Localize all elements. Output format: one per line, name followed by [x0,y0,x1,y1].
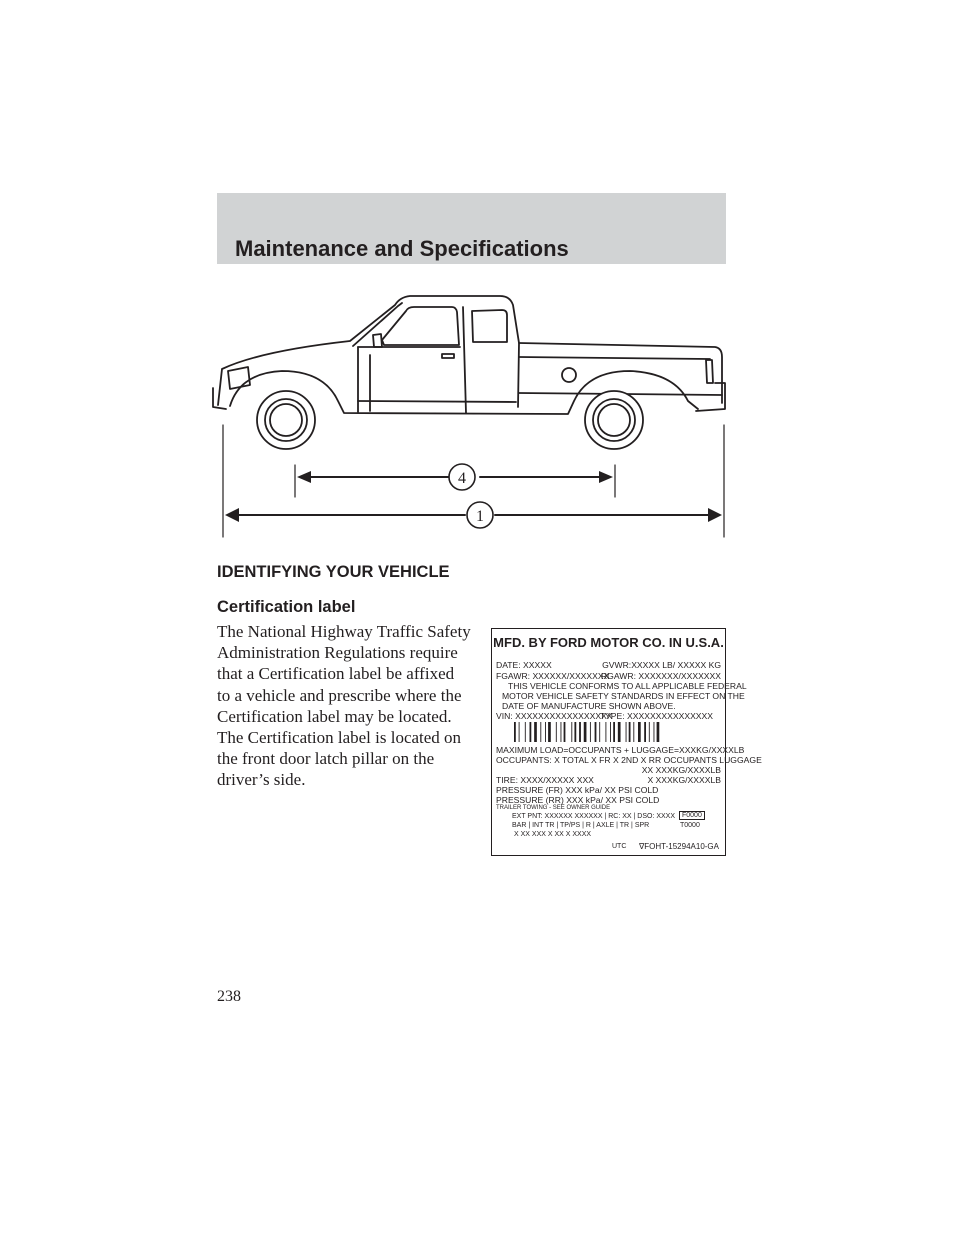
label-ext-paint-row: EXT PNT: XXXXXX XXXXXX | RC: XX | DSO: XXXX [512,813,676,820]
barcode-bar [579,722,581,742]
barcode-bar [571,722,572,742]
barcode-bar [564,722,566,742]
label-t-code: T0000 [680,822,700,829]
label-pressure-front: PRESSURE (FR) XXX kPa/ XX PSI COLD [496,785,659,795]
label-max-load: MAXIMUM LOAD=OCCUPANTS + LUGGAGE=XXXKG/XXXXLB [496,745,745,755]
barcode-bar [610,722,611,742]
vehicle-dimensions-figure [210,285,740,545]
paragraph-line: Administration Regulations require [217,643,458,663]
label-rgawr: RGAWR: XXXXXXX/XXXXXXX [600,671,721,681]
barcode-bar [590,722,591,742]
barcode-bar [599,722,600,742]
dimension-callout-4 [449,464,475,490]
certification-label-subheading: Certification label [217,598,356,616]
certification-label-illustration [491,628,762,856]
barcode-bar [556,722,557,742]
barcode-bar [657,722,660,742]
label-tire-values: X XXXKG/XXXXLB [647,775,721,785]
label-occupants: OCCUPANTS: X TOTAL X FR X 2ND X RR OCCUPANTS LUGGAGE [496,755,762,765]
barcode-bar [545,722,546,742]
callout-label-1: 1 [476,508,484,525]
paragraph-line: The National Highway Traffic Safety [217,622,471,641]
section-title: Maintenance and Specifications [235,236,569,261]
label-conform-line: MOTOR VEHICLE SAFETY STANDARDS IN EFFECT ON THE [502,691,745,701]
label-trailer-towing: TRAILER TOWING - SEE OWNER GUIDE [496,805,611,811]
label-conform-line: THIS VEHICLE CONFORMS TO ALL APPLICABLE FEDERAL [508,681,747,691]
paragraph-line: the front door latch pillar on the [217,749,435,769]
barcode-bar [644,722,646,742]
barcode-bar [633,722,634,742]
label-type: TYPE: XXXXXXXXXXXXXXX [599,711,713,721]
label-vin: VIN: XXXXXXXXXXXXXXXXX [496,711,613,721]
barcode-bar [540,722,541,742]
paragraph-line: driver’s side. [217,770,306,790]
label-figure-id: ∇FOHT-15294A10-GA [638,842,719,851]
label-codes-values-row: X XX XXX X XX X XXXX [514,831,592,838]
label-occupants-values: XX XXXKG/XXXXLB [641,765,721,775]
label-gvwr: GVWR:XXXXX LB/ XXXXX KG [602,660,721,670]
barcode-bar [595,722,597,742]
barcode-bar [519,722,520,742]
barcode-bar [530,722,532,742]
paragraph-line: to a vehicle and prescribe where the [217,685,462,705]
label-utc: UTC [612,843,627,850]
barcode-bar [561,722,562,742]
barcode-bar [613,722,615,742]
label-f-code: F0000 [679,811,705,820]
paragraph-line: Certification label may be located. [217,706,452,726]
dimension-callout-1 [467,502,493,528]
paragraph-line: that a Certification label be affixed [217,664,455,684]
callout-label-4: 4 [458,470,466,487]
barcode-bar [548,722,551,742]
barcode-bar [629,722,631,742]
page-number: 238 [217,988,241,1005]
barcode-bar [525,722,526,742]
barcode-bar [626,722,627,742]
barcode-bar [618,722,621,742]
barcode-bar [649,722,650,742]
certification-paragraph [217,621,479,791]
barcode-bar [584,722,587,742]
barcode-bar [605,722,606,742]
barcode-bar [574,722,576,742]
label-tire: TIRE: XXXX/XXXXX XXX [496,775,594,785]
barcode-bar [638,722,641,742]
barcode-bar [514,722,516,742]
label-codes-header-row: BAR | INT TR | TP/PS | R | AXLE | TR | SPR [512,822,650,829]
label-pressure-rear: PRESSURE (RR) XXX kPa/ XX PSI COLD [496,795,660,805]
label-date: DATE: XXXXX [496,660,552,670]
barcode-bar [534,722,537,742]
paragraph-line: The Certification label is located on [217,728,462,748]
label-fgawr: FGAWR: XXXXXX/XXXXXXX [496,671,610,681]
label-conform-line: DATE OF MANUFACTURE SHOWN ABOVE. [502,701,676,711]
label-title: MFD. BY FORD MOTOR CO. IN U.S.A. [493,635,724,650]
barcode-bar [654,722,655,742]
vin-barcode [512,722,712,742]
identifying-vehicle-heading: IDENTIFYING YOUR VEHICLE [217,563,450,581]
